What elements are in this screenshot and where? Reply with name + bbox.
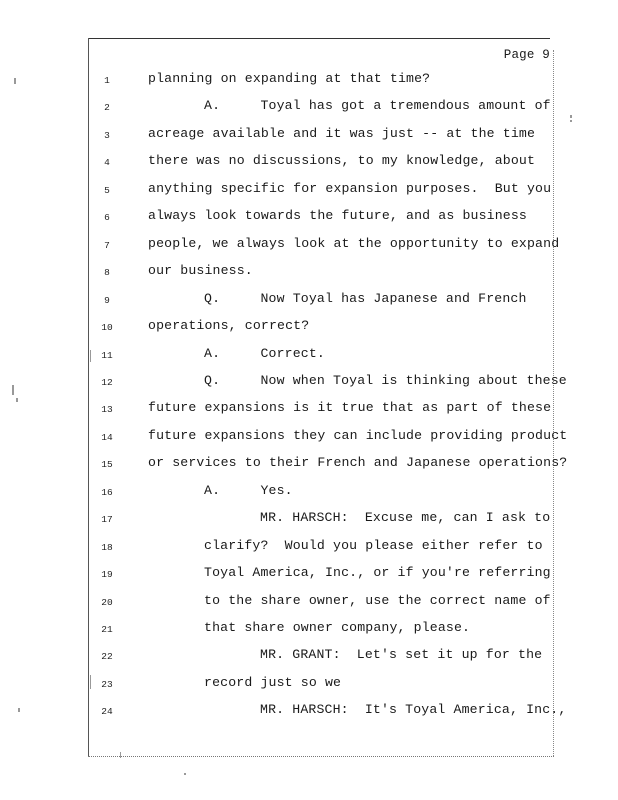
page-frame-left-rule: [88, 38, 89, 756]
line-text: future expansions they can include providing product: [148, 427, 568, 443]
line-number: 17: [101, 514, 113, 526]
line-text: always look towards the future, and as business: [148, 208, 527, 224]
transcript-line: [100, 510, 560, 530]
line-text: A. Toyal has got a tremendous amount of: [204, 98, 551, 114]
transcript-line: [100, 483, 560, 503]
transcript-line: [100, 593, 560, 613]
line-text: Q. Now Toyal has Japanese and French: [204, 290, 527, 306]
line-text: future expansions is it true that as part of these: [148, 400, 552, 416]
transcript-line: [100, 455, 568, 475]
transcript-line: [100, 291, 560, 311]
line-number: 24: [101, 706, 113, 718]
line-number: 3: [104, 129, 110, 141]
line-text: operations, correct?: [148, 318, 310, 334]
line-text: MR. GRANT: Let's set it up for the: [260, 647, 543, 663]
transcript-line: [100, 372, 567, 393]
line-number: 14: [101, 431, 113, 443]
line-text: or services to their French and Japanese operations?: [148, 455, 568, 471]
line-text: people, we always look at the opportunity to expand: [148, 235, 560, 251]
transcript-line: [100, 565, 560, 585]
line-number: 15: [101, 459, 113, 471]
transcript-line: [100, 153, 560, 173]
line-number: 7: [104, 239, 110, 251]
line-text: A. Correct.: [204, 345, 325, 361]
line-text: Q. Now when Toyal is thinking about these: [204, 372, 567, 388]
line-number: 9: [104, 294, 110, 306]
line-text: that share owner company, please.: [204, 620, 471, 635]
transcript-line: [100, 346, 560, 366]
line-text: anything specific for expansion purposes. But you: [148, 180, 552, 196]
line-text: MR. HARSCH: Excuse me, can I ask to: [260, 510, 551, 526]
line-number: 8: [104, 267, 110, 279]
line-number: 20: [101, 596, 113, 608]
transcript-line: [100, 702, 567, 722]
transcript-line: [100, 208, 560, 228]
transcript-line: [100, 236, 560, 256]
line-number: 21: [101, 624, 113, 635]
transcript-line: [100, 318, 560, 338]
transcript-line: [100, 400, 560, 420]
line-number: 5: [104, 184, 110, 196]
page-frame-bottom-rule: [88, 756, 554, 757]
transcript-line: [100, 675, 560, 695]
line-text: clarify? Would you please either refer to: [204, 537, 543, 553]
line-text: Toyal America, Inc., or if you're referring: [204, 565, 551, 581]
line-number: 1: [104, 75, 110, 86]
line-text: our business.: [148, 263, 253, 279]
page-frame-top-rule: [88, 38, 550, 39]
line-text: there was no discussions, to my knowledge, about: [148, 153, 536, 169]
line-number: 18: [101, 541, 113, 553]
line-number: 13: [101, 404, 113, 416]
line-number: 19: [101, 569, 113, 581]
line-number: 11: [101, 349, 113, 361]
line-number: 12: [101, 376, 113, 388]
transcript-line: [100, 427, 568, 448]
transcript-line: [100, 71, 560, 91]
transcript-line: [100, 538, 560, 558]
line-number: 16: [101, 486, 113, 498]
line-number: 6: [104, 212, 110, 224]
line-text: acreage available and it was just -- at the time: [148, 125, 536, 141]
transcript-line: [100, 263, 560, 283]
transcript-line: [100, 126, 560, 146]
line-number: 22: [101, 651, 113, 663]
transcript-line: [100, 620, 560, 640]
line-number: 4: [104, 157, 110, 169]
line-text: to the share owner, use the correct name of: [204, 592, 551, 608]
line-number: 10: [101, 322, 113, 334]
transcript-line: [100, 98, 560, 118]
line-number: 2: [104, 102, 110, 114]
line-text: planning on expanding at that time?: [148, 71, 431, 86]
transcript-line: [100, 181, 560, 201]
line-text: record just so we: [204, 674, 342, 690]
transcript-line: [100, 647, 560, 667]
line-number: 23: [101, 678, 113, 690]
page-number-label: Page 9: [503, 48, 550, 62]
line-text: MR. HARSCH: It's Toyal America, Inc.,: [260, 702, 567, 718]
line-text: A. Yes.: [204, 482, 293, 498]
